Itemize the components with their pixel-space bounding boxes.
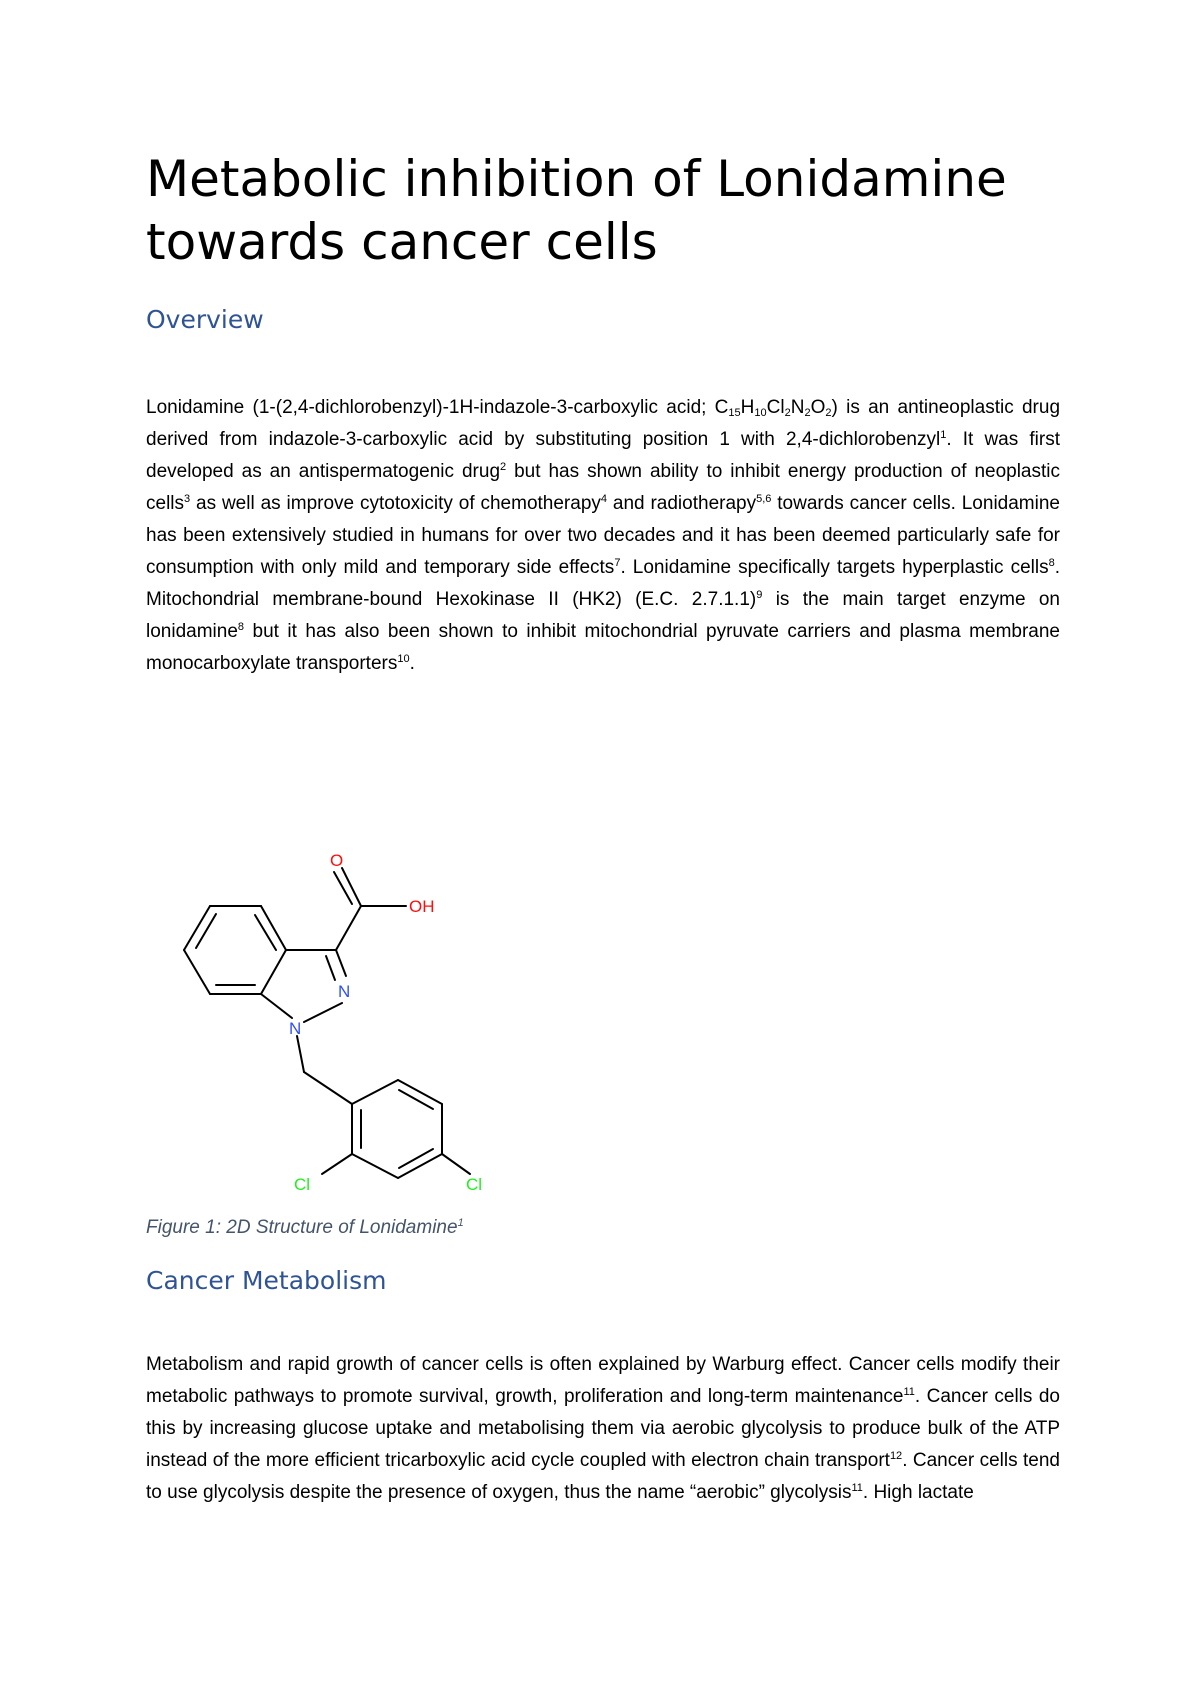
citation: 8 xyxy=(1048,557,1055,569)
citation: 1 xyxy=(457,1217,464,1229)
cancer-metabolism-heading: Cancer Metabolism xyxy=(146,1266,387,1295)
citation: 4 xyxy=(600,493,608,505)
citation: 5,6 xyxy=(756,493,772,505)
hydroxyl-label: OH xyxy=(409,897,435,916)
nitrogen-atom-label: N xyxy=(338,982,351,1001)
figure-caption: Figure 1: 2D Structure of Lonidamine$^1$ xyxy=(146,1217,464,1238)
overview-paragraph: Lonidamine (1-(2,4-dichlorobenzyl)-1H-indazole-3-carboxylic acid; $C_{15}H_{10}Cl_2N_2O_2$) is an antineoplastic drug derived from indazole-3-carboxylic acid by substituting position 1 with 2,4-dichlorobenzyl$^1$. It was first developed as an antispermatogenic drug$^2$ but has shown ability to inhibit energy production of neoplastic cells$^3$ as well as improve cytotoxicity of chemotherapy$^4$ and radiotherapy$^{5,6}$ towards cancer cells. Lonidamine has been extensively studied in humans for over two decades and it has been deemed particularly safe for consumption with only mild and temporary side effects$^7$. Lonidamine specifically targets hyperplastic cells$^8$. Mitochondrial membrane-bound Hexokinase II (HK2) (E.C. 2.7.1.1)$^9$ is the main target enzyme on lonidamine$^8$ but it has also been shown to inhibit mitochondrial pyruvate carriers and plasma membrane monocarboxylate transporters$^{10}$. xyxy=(146,397,1061,674)
citation: 1 xyxy=(940,429,947,441)
cancer-metabolism-paragraph: Metabolism and rapid growth of cancer cells is often explained by Warburg effect. Cancer cells modify their metabolic pathways to promote survival, growth, proliferation and long-term maintenance$^{11}$. Cancer cells do this by increasing glucose uptake and metabolising them via aerobic glycolysis to produce bulk of the ATP instead of the more efficient tricarboxylic acid cycle coupled with electron chain transport$^{12}$. Cancer cells tend to use glycolysis despite the presence of oxygen, thus the name “aerobic” glycolysis$^{11}$. High lactate xyxy=(146,1354,1061,1503)
nitrogen-atom-label: N xyxy=(289,1019,302,1038)
citation: 8 xyxy=(237,621,245,633)
citation: 9 xyxy=(756,589,763,601)
citation: 11 xyxy=(851,1482,863,1494)
document-title: Metabolic inhibition of Lonidamine towards cancer cells xyxy=(146,150,1007,271)
citation: 7 xyxy=(614,557,621,569)
oxygen-atom-label: O xyxy=(330,851,344,870)
citation: 3 xyxy=(184,493,191,505)
citation: 2 xyxy=(500,461,507,473)
lonidamine-structure-figure xyxy=(146,800,566,1200)
overview-heading: Overview xyxy=(146,305,264,334)
chlorine-atom-label: Cl xyxy=(294,1175,311,1194)
citation: 12 xyxy=(889,1450,903,1462)
chlorine-atom-label: Cl xyxy=(466,1175,483,1194)
citation: 11 xyxy=(903,1386,915,1398)
citation: 10 xyxy=(397,653,410,665)
